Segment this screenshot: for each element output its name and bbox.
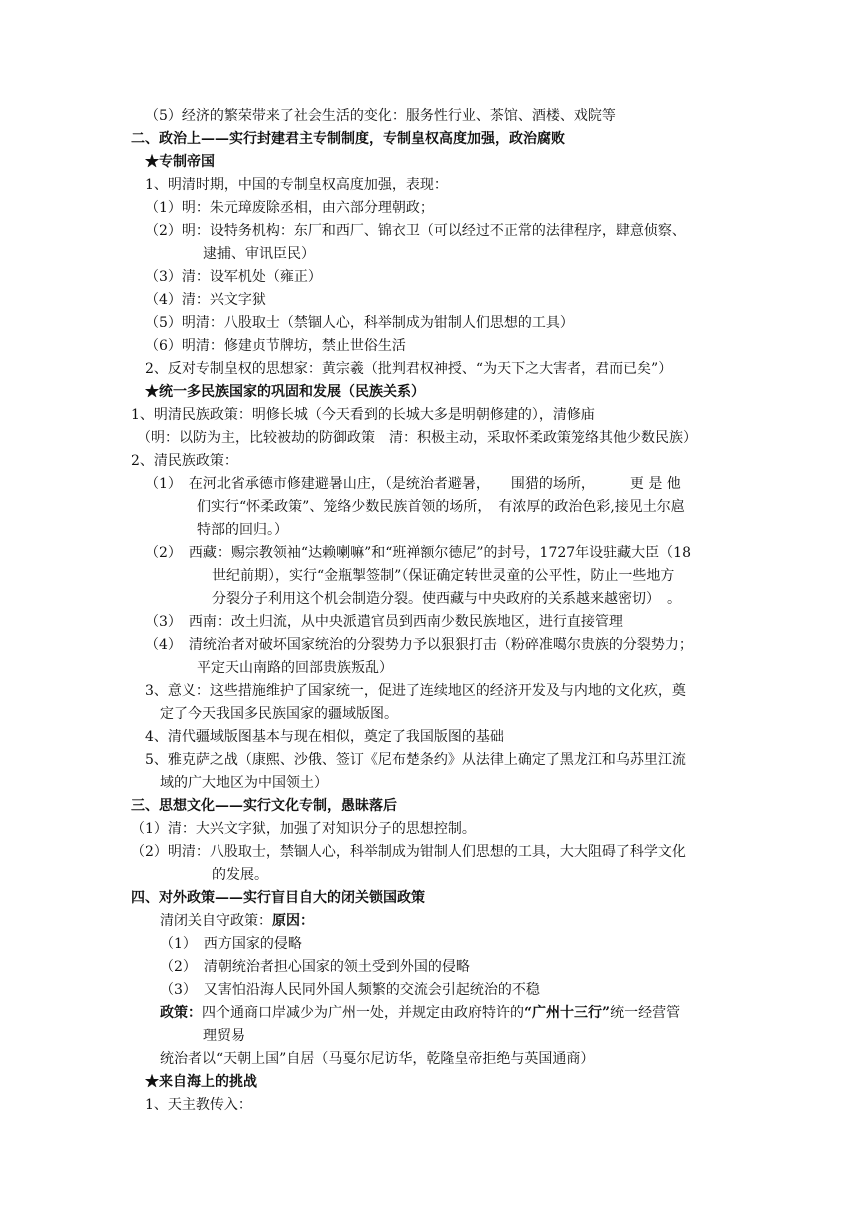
text-line: （1） 西方国家的侵略 bbox=[160, 936, 302, 952]
text-line: 定了今天我国多民族国家的疆域版图。 bbox=[160, 706, 398, 722]
text-line: （1）清：大兴文字狱，加强了对知识分子的思想控制。 bbox=[131, 821, 476, 837]
text-line: 世纪前期），实行“金瓶掣签制”（保证确定转世灵童的公平性，防止一些地方 bbox=[212, 568, 675, 584]
text-line: （1） 在河北省承德市修建避暑山庄，（是统治者避暑， 围猎的场所， 更 是 他 bbox=[145, 476, 681, 492]
section-heading: 四、对外政策——实行盲目自大的闭关锁国政策 bbox=[131, 890, 425, 906]
section-heading: 二、政治上——实行封建君主专制制度，专制皇权高度加强，政治腐败 bbox=[131, 131, 565, 147]
text-line: （5）明清：八股取士（禁锢人心，科举制成为钳制人们思想的工具） bbox=[145, 315, 574, 331]
bold-label: 政策： bbox=[160, 1005, 202, 1021]
section-heading: 三、思想文化——实行文化专制，愚昧落后 bbox=[131, 798, 397, 814]
text-line: （6）明清：修建贞节牌坊，禁止世俗生活 bbox=[145, 338, 406, 354]
text-run: 四个通商口岸减少为广州一处，并规定由政府特许的 bbox=[202, 1005, 524, 1021]
text-line: （2） 西藏：赐宗教领袖“达赖喇嘛”和“班禅额尔德尼”的封号，1727年设驻藏大臣（18 bbox=[145, 545, 691, 561]
text-line: 1、天主教传入： bbox=[145, 1097, 252, 1113]
text-line: 3、意义：这些措施维护了国家统一，促进了连续地区的经济开发及与内地的文化疚，奠 bbox=[145, 683, 686, 699]
text-line: 域的广大地区为中国领土） bbox=[160, 775, 328, 791]
text-line: 逮捕、审讯臣民） bbox=[203, 246, 315, 262]
text-run: 清闭关自守政策： bbox=[160, 913, 272, 929]
text-line: （5）经济的繁荣带来了社会生活的变化：服务性行业、茶馆、酒楼、戏院等 bbox=[145, 108, 616, 124]
text-line: 2、清民族政策： bbox=[131, 453, 238, 469]
text-line: 平定天山南路的回部贵族叛乱） bbox=[197, 660, 393, 676]
text-line: 4、清代疆域版图基本与现在相似，奠定了我国版图的基础 bbox=[145, 729, 504, 745]
text-line: 2、反对专制皇权的思想家：黄宗羲（批判君权神授、“为天下之大害者，君而已矣”） bbox=[145, 361, 673, 377]
text-line: （1）明：朱元璋废除丞相，由六部分理朝政； bbox=[145, 200, 434, 216]
text-line: 特部的回归。） bbox=[197, 522, 288, 538]
bold-label: “广州十三行” bbox=[524, 1005, 611, 1021]
text-line: （4） 清统治者对破坏国家统治的分裂势力予以狠狠打击（粉碎准噶尔贵族的分裂势力； bbox=[145, 637, 693, 653]
text-line: （3） 又害怕沿海人民同外国人频繁的交流会引起统治的不稳 bbox=[160, 982, 540, 998]
text-line: （2） 清朝统治者担心国家的领土受到外国的侵略 bbox=[160, 959, 470, 975]
text-run: 统一经营管 bbox=[610, 1005, 681, 1021]
bold-label: 原因： bbox=[272, 913, 314, 929]
text-line: 5、雅克萨之战（康熙、沙俄、签订《尼布楚条约》从法律上确定了黑龙江和乌苏里江流 bbox=[145, 752, 686, 768]
text-line: 的发展。 bbox=[212, 867, 268, 883]
text-line: （明：以防为主，比较被劫的防御政策 清：积极主动，采取怀柔政策笼络其他少数民族） bbox=[137, 430, 697, 446]
text-line: 统治者以“天朝上国”自居（马戛尔尼访华，乾隆皇帝拒绝与英国通商） bbox=[160, 1051, 595, 1067]
text-line bbox=[160, 1003, 680, 1023]
subsection-heading: ★专制帝国 bbox=[145, 154, 215, 170]
text-line: 1、明清民族政策：明修长城（今天看到的长城大多是明朝修建的），清修庙 bbox=[131, 407, 595, 423]
text-line: （4）清：兴文字狱 bbox=[145, 292, 266, 308]
text-line: 们实行“怀柔政策”、笼络少数民族首领的场所， 有浓厚的政治色彩,接见土尔扈 bbox=[197, 499, 685, 515]
text-line: 理贸易 bbox=[203, 1028, 245, 1044]
subsection-heading: ★统一多民族国家的巩固和发展（民族关系） bbox=[145, 384, 425, 400]
text-line: （2）明：设特务机构：东厂和西厂、锦衣卫（可以经过不正常的法律程序，肆意侦察、 bbox=[145, 223, 686, 239]
text-line bbox=[160, 911, 314, 931]
text-line: 分裂分子利用这个机会制造分裂。使西藏与中央政府的关系越来越密切） 。 bbox=[212, 591, 681, 607]
text-line: 1、明清时期，中国的专制皇权高度加强，表现： bbox=[145, 177, 448, 193]
text-line: （3） 西南：改土归流，从中央派遣官员到西南少数民族地区，进行直接管理 bbox=[145, 614, 623, 630]
text-line: （2）明清：八股取士，禁锢人心，科举制成为钳制人们思想的工具，大大阻碍了科学文化 bbox=[131, 844, 686, 860]
subsection-heading: ★来自海上的挑战 bbox=[145, 1074, 257, 1090]
text-line: （3）清：设军机处（雍正） bbox=[145, 269, 322, 285]
